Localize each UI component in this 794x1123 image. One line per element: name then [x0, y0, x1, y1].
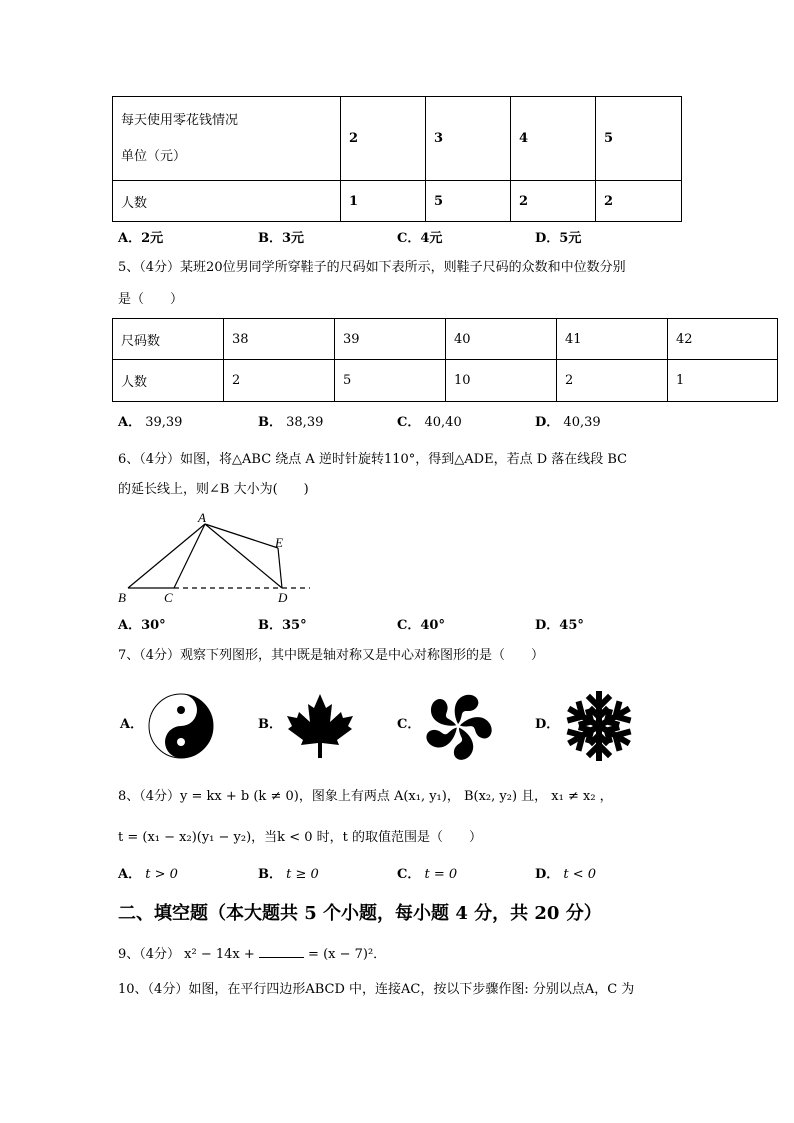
cell: 4 — [511, 97, 596, 181]
label-c: C — [164, 590, 173, 605]
row-label: 人数 — [113, 360, 224, 402]
cell: 1 — [668, 360, 778, 402]
q6-text-2: 的延长线上，则∠B 大小为( ) — [118, 482, 309, 497]
header-label-line1: 每天使用零花钱情况 — [121, 112, 239, 128]
q7-text: 7、（4分）观察下列图形，其中既是轴对称又是中心对称图形的是（ ） — [118, 648, 545, 663]
q4-option-c: C．4元 — [397, 231, 443, 246]
q8-option-b: B． t ≥ 0 — [258, 867, 319, 882]
cell: 10 — [446, 360, 557, 402]
q8-text: 8、（4分）y = kx + b (k ≠ 0)，图象上有两点 A(x₁, y₁)， B(x₂, y₂) 且， x₁ ≠ x₂ ， — [118, 789, 613, 804]
cell: 2 — [596, 181, 682, 222]
label-b: B — [118, 590, 126, 605]
rotation-triangle-figure — [112, 505, 317, 610]
q4-option-a: A．2元 — [118, 231, 164, 246]
label-d: D — [278, 590, 288, 605]
cell: 1 — [341, 181, 426, 222]
q6-option-b: B．35° — [258, 618, 307, 633]
label-e: E — [275, 535, 283, 550]
q4-option-b: B．3元 — [258, 231, 305, 246]
q6-option-c: C．40° — [397, 618, 445, 633]
shoe-size-table — [112, 318, 778, 402]
answer-blank[interactable] — [259, 945, 304, 958]
cell: 2 — [557, 360, 668, 402]
q5-option-b: B． 38,39 — [258, 415, 324, 430]
cell: 42 — [668, 319, 778, 360]
cell: 5 — [335, 360, 446, 402]
cell: 39 — [335, 319, 446, 360]
snowflake-icon — [562, 690, 636, 762]
cell: 3 — [426, 97, 511, 181]
q6-option-d: D．45° — [535, 618, 584, 633]
q8-text-2: t = (x₁ − x₂)(y₁ − y₂)，当k < 0 时，t 的取值范围是（ ） — [118, 830, 482, 845]
cell: 38 — [224, 319, 335, 360]
yin-yang-icon — [147, 692, 215, 760]
q5-option-c: C． 40,40 — [397, 415, 462, 430]
q8-option-c: C． t = 0 — [397, 867, 458, 882]
q4-option-d: D．5元 — [535, 231, 582, 246]
q7-option-c: C． — [397, 717, 421, 732]
cell: 41 — [557, 319, 668, 360]
bauhinia-flower-icon — [424, 692, 492, 760]
header-label-line2: 单位（元） — [121, 148, 187, 164]
q8-option-d: D． t < 0 — [535, 867, 597, 882]
header-label: 尺码数 — [113, 319, 224, 360]
q7-option-d: D． — [535, 717, 560, 732]
q5-text: 5、（4分）某班20位男同学所穿鞋子的尺码如下表所示，则鞋子尺码的众数和中位数分别 — [118, 260, 626, 275]
q7-option-b: B． — [258, 717, 282, 732]
cell: 5 — [596, 97, 682, 181]
cell: 2 — [511, 181, 596, 222]
q10-text: 10、（4分）如图，在平行四边形ABCD 中，连接AC，按以下步骤作图: 分别以点A，C 为 — [118, 982, 635, 997]
cell: 2 — [341, 97, 426, 181]
q6-option-a: A．30° — [118, 618, 166, 633]
q6-text: 6、（4分）如图，将△ABC 绕点 A 逆时针旋转110°，得到△ADE，若点 D 落在线段 BC — [118, 452, 628, 467]
cell: 40 — [446, 319, 557, 360]
q5-option-a: A． 39,39 — [118, 415, 183, 430]
label-a: A — [198, 510, 206, 525]
q5-text-2: 是（ ） — [118, 292, 184, 307]
cell: 2 — [224, 360, 335, 402]
row-label: 人数 — [113, 181, 341, 222]
section-title: 二、填空题（本大题共 5 个小题，每小题 4 分，共 20 分） — [118, 903, 602, 924]
q8-option-a: A． t > 0 — [118, 867, 178, 882]
cell: 5 — [426, 181, 511, 222]
allowance-table — [112, 96, 682, 222]
maple-leaf-icon — [285, 692, 355, 760]
q7-option-a: A． — [120, 717, 144, 732]
q9-text: 9、（4分） x² − 14x + = (x − 7)²． — [118, 947, 387, 962]
q5-option-d: D． 40,39 — [535, 415, 601, 430]
